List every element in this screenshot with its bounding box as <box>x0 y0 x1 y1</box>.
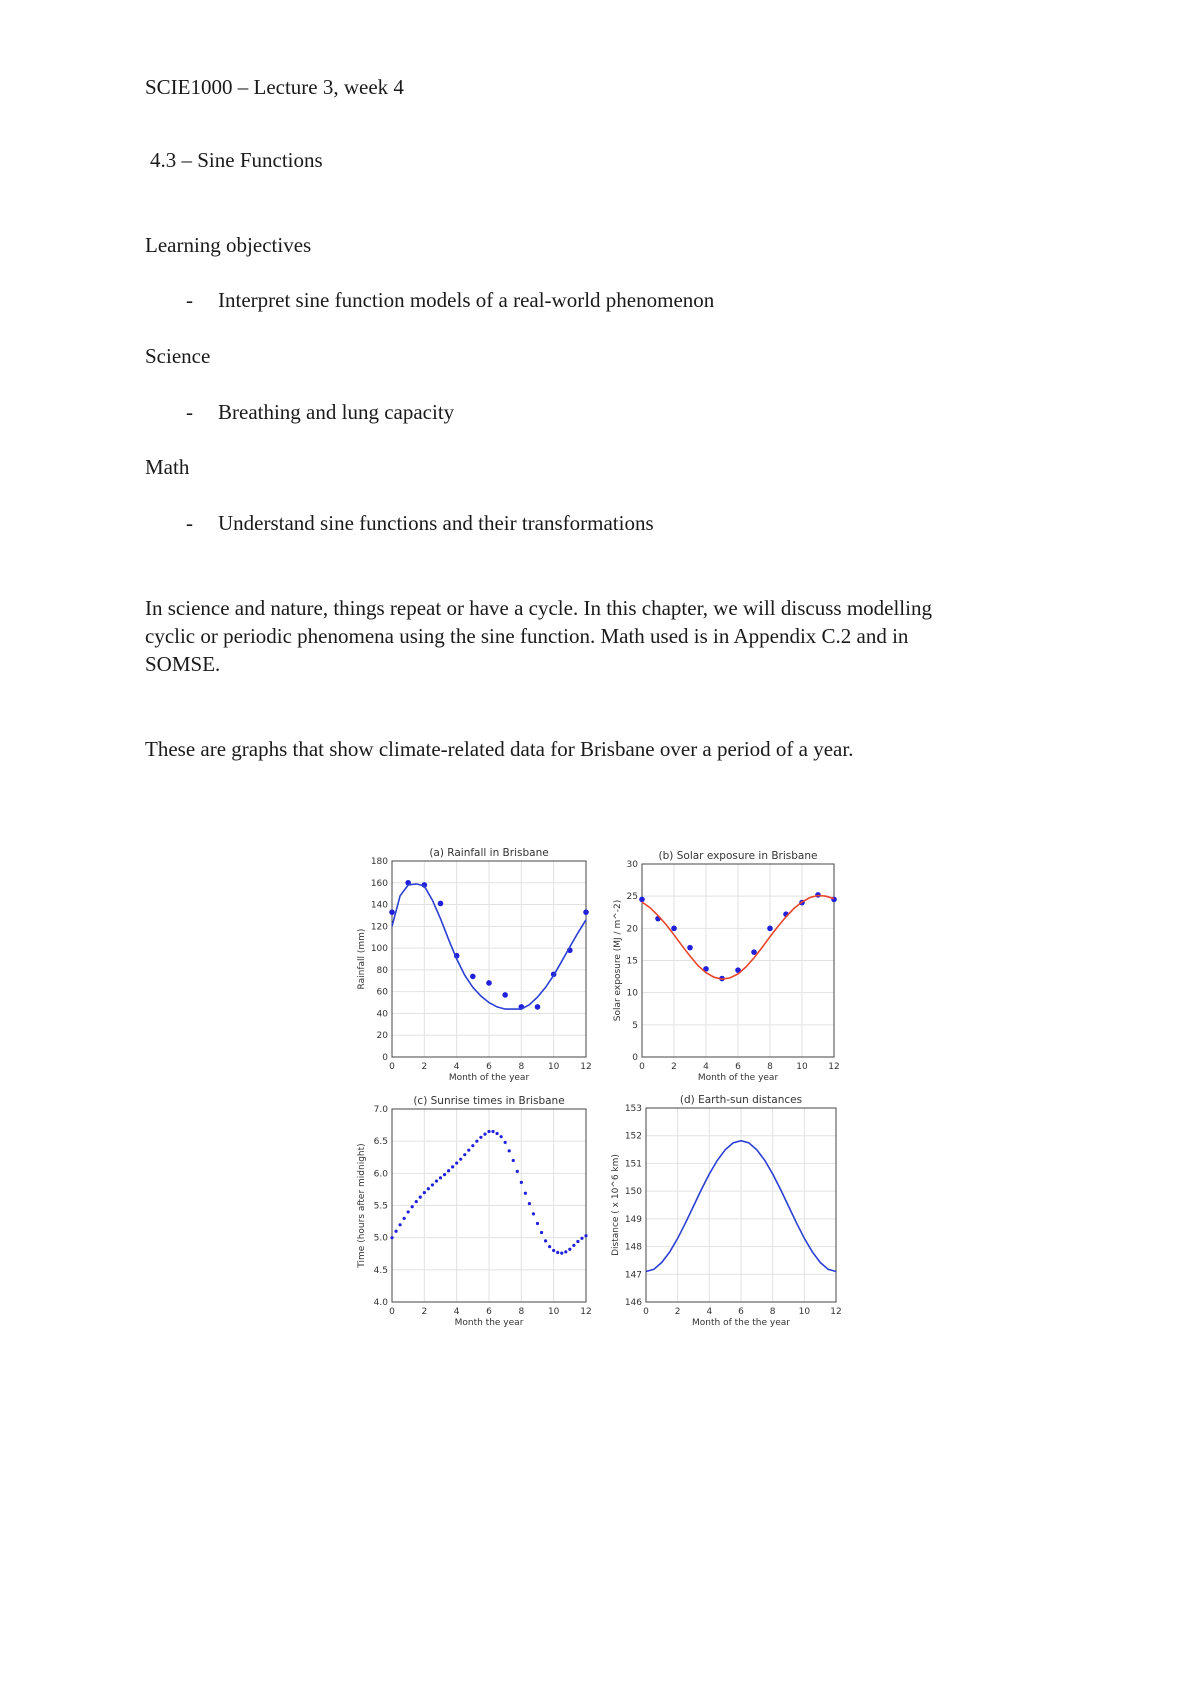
data-point <box>443 1173 446 1176</box>
data-point <box>398 1223 401 1226</box>
y-tick-label: 160 <box>370 878 388 889</box>
chart-title: (c) Sunrise times in Brisbane <box>413 1095 565 1107</box>
data-point <box>447 1169 450 1172</box>
y-axis-label: Rainfall (mm) <box>357 928 367 990</box>
data-point <box>415 1200 418 1203</box>
x-tick-label: 2 <box>421 1062 428 1072</box>
x-tick-label: 8 <box>769 1307 776 1317</box>
y-tick-label: 5 <box>632 1020 638 1031</box>
x-tick-label: 6 <box>735 1062 741 1072</box>
data-point <box>495 1132 498 1135</box>
data-point <box>479 1136 482 1139</box>
x-tick-label: 6 <box>738 1307 744 1317</box>
data-point <box>463 1153 466 1156</box>
data-point <box>544 1239 547 1242</box>
y-tick-label: 5.5 <box>373 1201 388 1212</box>
data-point <box>508 1149 511 1152</box>
data-point <box>516 1170 519 1173</box>
data-point <box>394 1230 397 1233</box>
x-tick-label: 12 <box>830 1307 842 1317</box>
chart-b <box>613 850 840 1083</box>
x-tick-label: 12 <box>828 1062 840 1072</box>
x-tick-label: 2 <box>674 1307 681 1317</box>
y-tick-label: 148 <box>624 1242 642 1253</box>
data-point <box>470 974 476 980</box>
y-axis-label: Solar exposure (MJ / m^-2) <box>613 899 623 1022</box>
section-title: 4.3 – Sine Functions <box>150 148 323 172</box>
y-tick-label: 6.5 <box>373 1137 388 1148</box>
y-tick-label: 147 <box>624 1270 642 1281</box>
data-point <box>524 1192 527 1195</box>
y-tick-label: 146 <box>624 1298 642 1308</box>
x-tick-label: 6 <box>486 1307 492 1317</box>
x-tick-label: 4 <box>453 1062 460 1072</box>
x-tick-label: 8 <box>518 1307 525 1317</box>
data-point <box>483 1132 486 1135</box>
data-point <box>639 897 645 903</box>
data-point <box>583 909 589 915</box>
x-tick-label: 0 <box>639 1062 645 1072</box>
math-item: Understand sine functions and their transformations <box>218 511 654 535</box>
intro-paragraph-line: In science and nature, things repeat or have a cycle. In this chapter, we will discuss modelling <box>145 596 932 620</box>
y-tick-label: 4.5 <box>373 1265 388 1276</box>
bullet-marker: - <box>186 288 193 312</box>
chart-d <box>611 1094 842 1328</box>
x-tick-label: 2 <box>421 1307 428 1317</box>
chart-title: (a) Rainfall in Brisbane <box>429 847 549 859</box>
y-tick-label: 20 <box>626 924 638 935</box>
data-point <box>535 1004 541 1010</box>
intro-paragraph-line: SOMSE. <box>145 652 221 676</box>
chart-c <box>357 1095 592 1328</box>
data-point <box>438 901 444 907</box>
y-tick-label: 150 <box>624 1187 642 1198</box>
y-tick-label: 30 <box>626 860 638 870</box>
data-point <box>548 1245 551 1248</box>
data-point <box>532 1212 535 1215</box>
y-axis-label: Distance ( x 10^6 km) <box>611 1154 621 1256</box>
y-tick-label: 100 <box>370 944 388 955</box>
data-point <box>576 1240 579 1243</box>
x-tick-label: 8 <box>767 1062 773 1072</box>
x-tick-label: 0 <box>389 1307 395 1317</box>
data-point <box>520 1181 523 1184</box>
chart-a <box>357 847 592 1083</box>
data-point <box>411 1205 414 1208</box>
x-axis-label: Month of the year <box>448 1073 530 1083</box>
data-point <box>475 1140 478 1143</box>
data-point <box>512 1159 515 1162</box>
x-tick-label: 8 <box>518 1062 525 1072</box>
y-tick-label: 152 <box>624 1131 642 1142</box>
x-axis-label: Month the year <box>454 1318 524 1328</box>
data-point <box>584 1234 587 1237</box>
data-point <box>419 1196 422 1199</box>
x-tick-label: 10 <box>798 1307 811 1317</box>
data-point <box>536 1222 539 1225</box>
data-point <box>572 1244 575 1247</box>
science-heading: Science <box>145 344 211 368</box>
data-point <box>502 992 508 998</box>
x-axis-label: Month of the year <box>697 1073 779 1083</box>
data-point <box>407 1210 410 1213</box>
y-tick-label: 6.0 <box>373 1169 388 1180</box>
y-tick-label: 0 <box>382 1053 388 1063</box>
data-point <box>439 1176 442 1179</box>
y-tick-label: 4.0 <box>373 1298 388 1308</box>
x-tick-label: 12 <box>580 1307 592 1317</box>
chart-title: (d) Earth-sun distances <box>679 1094 803 1106</box>
x-axis-label: Month of the the year <box>692 1318 790 1328</box>
y-tick-label: 7.0 <box>373 1105 388 1115</box>
x-tick-label: 4 <box>706 1307 713 1317</box>
bullet-marker: - <box>186 511 193 535</box>
data-point <box>427 1187 430 1190</box>
data-point <box>486 980 492 986</box>
y-tick-label: 5.0 <box>373 1233 388 1244</box>
chart-title: (b) Solar exposure in Brisbane <box>658 850 818 862</box>
y-tick-label: 15 <box>626 956 638 967</box>
data-point <box>451 1165 454 1168</box>
data-point <box>540 1231 543 1234</box>
data-point <box>580 1237 583 1240</box>
data-point <box>455 1161 458 1164</box>
y-tick-label: 25 <box>626 892 638 903</box>
x-tick-label: 4 <box>453 1307 460 1317</box>
data-point <box>556 1251 559 1254</box>
x-tick-label: 6 <box>486 1062 492 1072</box>
y-axis-label: Time (hours after midnight) <box>357 1143 367 1268</box>
data-point <box>431 1183 434 1186</box>
y-tick-label: 151 <box>624 1159 642 1170</box>
x-tick-label: 10 <box>796 1062 808 1072</box>
data-point <box>423 1191 426 1194</box>
data-point <box>500 1135 503 1138</box>
data-point <box>564 1250 567 1253</box>
graphs-caption: These are graphs that show climate-related data for Brisbane over a period of a year. <box>145 737 854 761</box>
data-point <box>491 1130 494 1133</box>
data-point <box>487 1130 490 1133</box>
data-point <box>687 945 693 951</box>
x-tick-label: 2 <box>671 1062 677 1072</box>
y-tick-label: 180 <box>370 857 388 867</box>
y-tick-label: 153 <box>624 1104 642 1114</box>
data-point <box>504 1141 507 1144</box>
data-point <box>568 1248 571 1251</box>
data-point <box>435 1179 438 1182</box>
data-point <box>390 1236 393 1239</box>
x-tick-label: 0 <box>643 1307 649 1317</box>
y-tick-label: 60 <box>376 987 388 998</box>
y-tick-label: 0 <box>632 1053 638 1063</box>
data-point <box>459 1158 462 1161</box>
learning-objectives-heading: Learning objectives <box>145 233 312 257</box>
intro-paragraph-line: cyclic or periodic phenomena using the sine function. Math used is in Appendix C.2 and in <box>145 624 909 648</box>
y-tick-label: 140 <box>370 900 388 911</box>
data-point <box>403 1217 406 1220</box>
x-tick-label: 12 <box>580 1062 592 1072</box>
data-point <box>389 909 395 915</box>
science-item: Breathing and lung capacity <box>218 400 455 424</box>
y-tick-label: 80 <box>376 965 388 976</box>
bullet-marker: - <box>186 400 193 424</box>
data-point <box>767 926 773 932</box>
data-point <box>471 1144 474 1147</box>
data-point <box>528 1202 531 1205</box>
data-point <box>552 1249 555 1252</box>
y-tick-label: 120 <box>370 922 388 933</box>
x-tick-label: 10 <box>547 1062 560 1072</box>
x-tick-label: 4 <box>703 1062 709 1072</box>
doc-header: SCIE1000 – Lecture 3, week 4 <box>145 75 404 99</box>
y-tick-label: 10 <box>626 988 638 999</box>
y-tick-label: 149 <box>624 1214 642 1225</box>
y-tick-label: 40 <box>376 1009 388 1020</box>
x-tick-label: 0 <box>389 1062 395 1072</box>
data-point <box>467 1149 470 1152</box>
data-point <box>671 926 677 932</box>
math-heading: Math <box>145 455 190 479</box>
data-point <box>560 1252 563 1255</box>
y-tick-label: 20 <box>376 1031 388 1042</box>
x-tick-label: 10 <box>547 1307 560 1317</box>
learning-objective-item: Interpret sine function models of a real-world phenomenon <box>218 288 715 312</box>
